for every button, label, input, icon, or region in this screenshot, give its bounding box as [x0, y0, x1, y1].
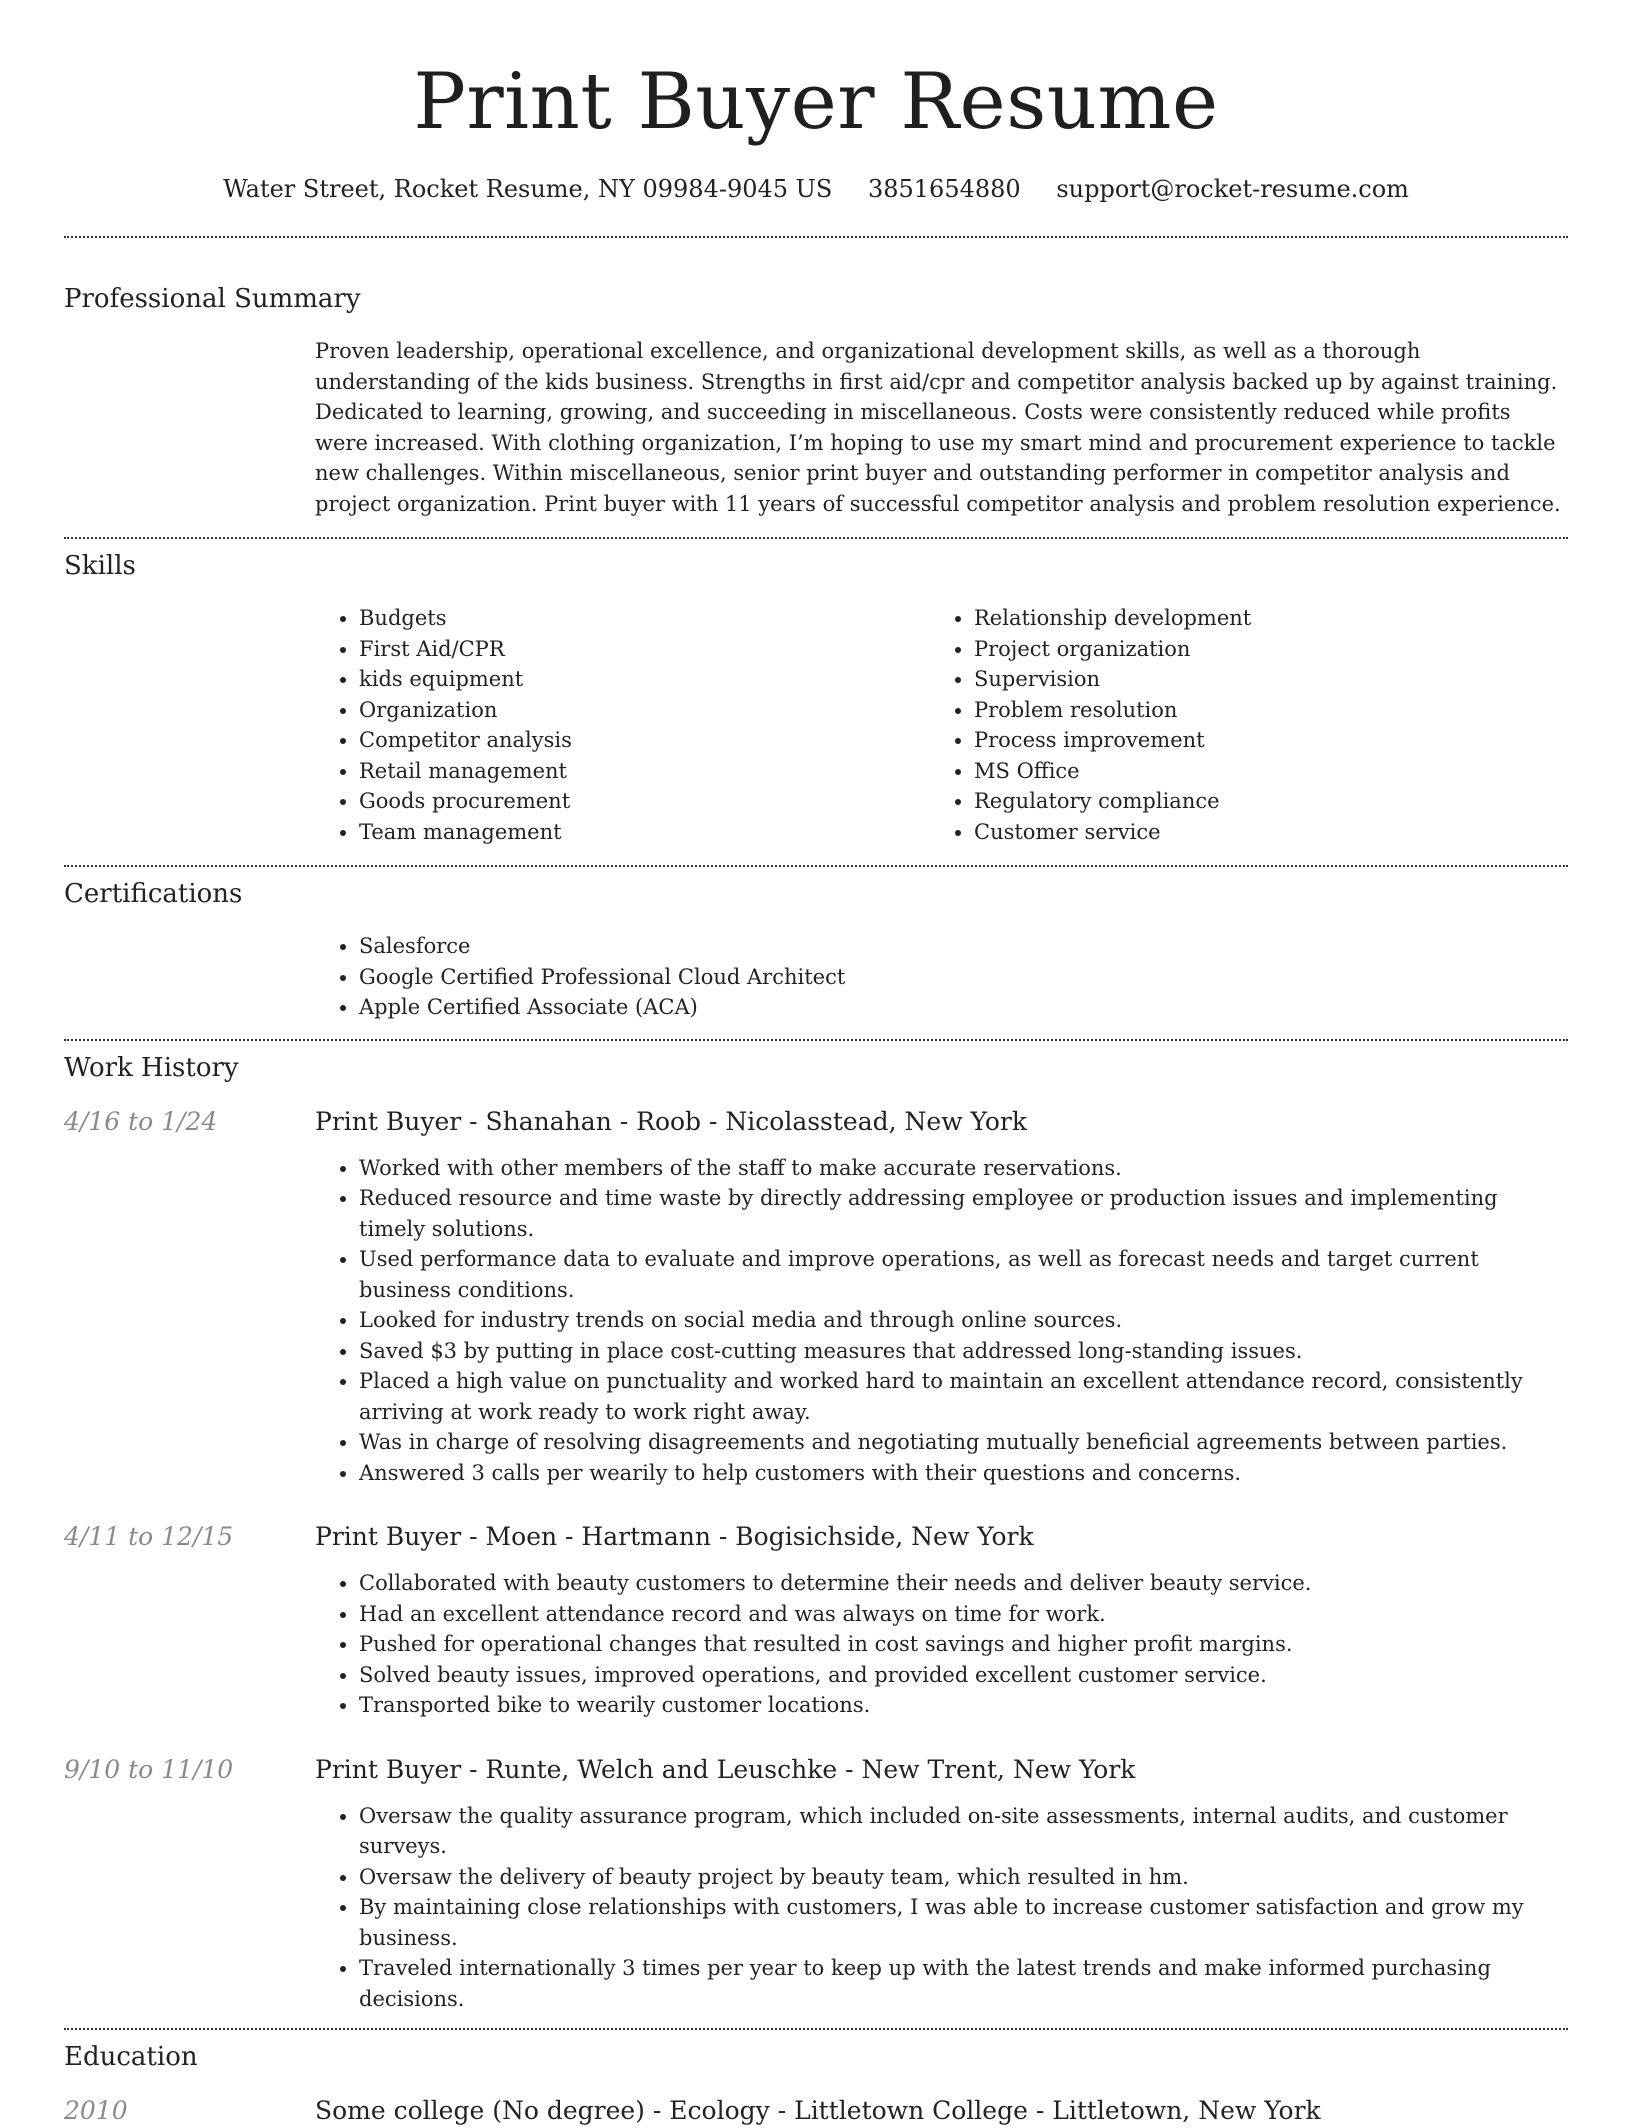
education-heading: Education: [64, 2042, 198, 2072]
job-bullet: • Saved $3 by putting in place cost-cutting measures that addressed long-standing issues.: [359, 1336, 1568, 1367]
certification-item: • Apple Certified Associate (ACA): [359, 992, 1568, 1023]
job-bullet: • Pushed for operational changes that resulted in cost savings and higher profit margins.: [359, 1629, 1568, 1660]
job-bullet: • Placed a high value on punctuality and worked hard to maintain an excellent attendance record, consistently arriving at work ready to work right away.: [359, 1366, 1568, 1427]
job-bullet: • Worked with other members of the staff to make accurate reservations.: [359, 1153, 1568, 1184]
job-title: Print Buyer - Runte, Welch and Leuschke - New Trent, New York: [315, 1754, 1136, 1784]
certifications-list: [315, 931, 1568, 1023]
skill-item: • Goods procurement: [359, 786, 930, 817]
skill-item: • Process improvement: [974, 725, 1545, 756]
skill-item: • kids equipment: [359, 664, 930, 695]
skills-left-column: [315, 603, 930, 847]
divider: [64, 1039, 1568, 1041]
skills-left-list: [315, 603, 930, 847]
job-entry: [64, 1753, 1568, 2015]
skill-item: • Team management: [359, 817, 930, 848]
job-bullet: • Solved beauty issues, improved operations, and provided excellent customer service.: [359, 1660, 1568, 1691]
divider: [64, 865, 1568, 867]
summary-heading: Professional Summary: [64, 284, 361, 314]
job-dates: 4/16 to 1/24: [64, 1106, 218, 1136]
skills-section: [64, 549, 1568, 847]
summary-text: Proven leadership, operational excellence, and organizational development skills, as well as a thorough understanding of the kids business. Strengths in first aid/cpr and competitor analysis backed up by against training. Dedicated to learning, growing, and succeeding in miscellaneous. Costs were consistently reduced while profits were increased. With clothing organization, I’m hoping to use my smart mind and procurement experience to tackle new challenges. Within miscellaneous, senior print buyer and outstanding performer in competitor analysis and project organization. Print buyer with 11 years of successful competitor analysis and problem resolution experience.: [315, 339, 1561, 516]
skill-item: • Organization: [359, 695, 930, 726]
job-bullet: • Transported bike to wearily customer locations.: [359, 1690, 1568, 1721]
page-title: Print Buyer Resume: [413, 57, 1219, 147]
skill-item: • Competitor analysis: [359, 725, 930, 756]
skills-heading: Skills: [64, 551, 136, 581]
skill-item: • Project organization: [974, 634, 1545, 665]
resume-page: [64, 0, 1568, 2128]
job-bullet: • Used performance data to evaluate and improve operations, as well as forecast needs and target current business conditions.: [359, 1244, 1568, 1305]
job-title: Print Buyer - Shanahan - Roob - Nicolasstead, New York: [315, 1106, 1028, 1136]
skills-right-list: [930, 603, 1545, 847]
skills-right-column: [930, 603, 1545, 847]
job-title: Print Buyer - Moen - Hartmann - Bogisichside, New York: [315, 1522, 1034, 1551]
certification-item: • Salesforce: [359, 931, 1568, 962]
divider: [64, 2028, 1568, 2030]
job-bullets: [315, 1153, 1568, 1489]
work-history-section: [64, 1051, 1568, 2015]
job-details: [315, 1568, 1568, 1721]
job-bullet: • Answered 3 calls per wearily to help customers with their questions and concerns.: [359, 1458, 1568, 1489]
job-bullet: • Was in charge of resolving disagreements and negotiating mutually beneficial agreements between parties.: [359, 1427, 1568, 1458]
job-details: [315, 1801, 1568, 2015]
job-bullets: [315, 1801, 1568, 2015]
certification-item: • Google Certified Professional Cloud Architect: [359, 962, 1568, 993]
contact-phone: 3851654880: [867, 175, 1021, 203]
job-bullets: [315, 1568, 1568, 1721]
education-year: 2010: [64, 2096, 128, 2125]
job-entry: [64, 1520, 1568, 1721]
skill-item: • First Aid/CPR: [359, 634, 930, 665]
contact-email: support@rocket-resume.com: [1056, 175, 1409, 203]
certifications-section: [64, 877, 1568, 1023]
skill-item: • Regulatory compliance: [974, 786, 1545, 817]
job-bullet: • Collaborated with beauty customers to determine their needs and deliver beauty service.: [359, 1568, 1568, 1599]
divider: [64, 537, 1568, 539]
job-bullet: • Had an excellent attendance record and was always on time for work.: [359, 1599, 1568, 1630]
skill-item: • Relationship development: [974, 603, 1545, 634]
skill-item: • Supervision: [974, 664, 1545, 695]
skill-item: • MS Office: [974, 756, 1545, 787]
education-section: [64, 2040, 1568, 2128]
job-bullet: • Oversaw the quality assurance program, which included on-site assessments, internal audits, and customer surveys.: [359, 1801, 1568, 1862]
job-bullet: • Looked for industry trends on social media and through online sources.: [359, 1305, 1568, 1336]
job-bullet: • Oversaw the delivery of beauty project by beauty team, which resulted in hm.: [359, 1862, 1568, 1893]
job-dates: 9/10 to 11/10: [64, 1754, 234, 1784]
skill-item: • Budgets: [359, 603, 930, 634]
contact-address: Water Street, Rocket Resume, NY 09984-9045 US: [223, 175, 833, 203]
summary-section: [64, 282, 1568, 519]
contact-line: [64, 172, 1568, 206]
resume-header: [64, 0, 1568, 206]
certifications-heading: Certifications: [64, 879, 243, 909]
divider: [64, 236, 1568, 238]
job-details: [315, 1153, 1568, 1489]
job-bullet: • Traveled internationally 3 times per year to keep up with the latest trends and make informed purchasing decisions.: [359, 1953, 1568, 2014]
education-title: Some college (No degree) - Ecology - Littletown College - Littletown, New York: [315, 2096, 1321, 2125]
skill-item: • Problem resolution: [974, 695, 1545, 726]
job-entry: [64, 1105, 1568, 1489]
certifications-content: [315, 931, 1568, 1023]
work-history-heading: Work History: [64, 1052, 239, 1083]
job-bullet: • Reduced resource and time waste by directly addressing employee or production issues and implementing timely solutions.: [359, 1183, 1568, 1244]
job-dates: 4/11 to 12/15: [64, 1522, 234, 1551]
education-entry: [64, 2094, 1568, 2128]
skills-grid: [315, 603, 1568, 847]
skill-item: • Retail management: [359, 756, 930, 787]
job-bullet: • By maintaining close relationships with customers, I was able to increase customer satisfaction and grow my business.: [359, 1892, 1568, 1953]
skill-item: • Customer service: [974, 817, 1545, 848]
